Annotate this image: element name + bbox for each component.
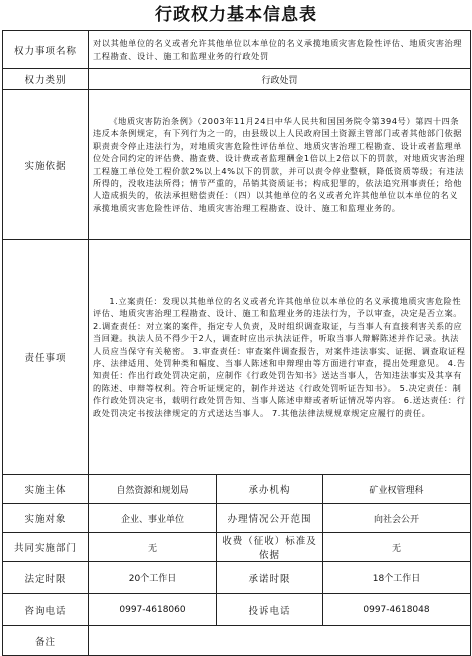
label-disclosure-scope: 办理情况公开范围 — [217, 504, 323, 533]
value-consult-phone: 0997-4618060 — [89, 594, 217, 626]
label-subject: 实施主体 — [3, 475, 89, 504]
label-remark: 备注 — [3, 626, 89, 656]
value-handling-unit: 矿业权管理科 — [323, 475, 471, 504]
label-duty: 责任事项 — [3, 240, 89, 475]
row-remark — [3, 626, 471, 656]
value-duty — [89, 240, 471, 475]
value-power-name: 对以其他单位的名义或者允许其他单位以本单位的名义承揽地质灾害危险性评估、地质灾害治理工程勘查、设计、施工和监理业务的行政处罚 — [89, 31, 471, 69]
label-complaint-phone: 投诉电话 — [217, 594, 323, 626]
value-complaint-phone: 0997-4618048 — [323, 594, 471, 626]
row-duty — [3, 240, 471, 475]
value-disclosure-scope: 向社会公开 — [323, 504, 471, 533]
label-target: 实施对象 — [3, 504, 89, 533]
value-subject: 自然资源和规划局 — [89, 475, 217, 504]
label-basis: 实施依据 — [3, 90, 89, 240]
value-basis — [89, 90, 471, 240]
label-handling-unit: 承办机构 — [217, 475, 323, 504]
value-legal-time-limit: 20个工作日 — [89, 562, 217, 594]
row-time-limit — [3, 562, 471, 594]
value-remark — [89, 626, 471, 656]
label-joint-department: 共同实施部门 — [3, 533, 89, 562]
value-joint-department: 无 — [89, 533, 217, 562]
label-promised-time-limit: 承诺时限 — [217, 562, 323, 594]
duty-text: 1.立案责任：发现以其他单位的名义或者允许其他单位以本单位的名义承揽地质灾害危险性评估、地质灾害治理工程勘查、设计、施工和监理业务的违法行为，予以审查，决定是否立案。 2.调查责任：对立案的案件，指定专人负责，及时组织调查取证，与当事人有直接利害关系的应当回避。执法人员不得少于2人，调查时应出示执法证件，听取当事人辩解陈述并作记录。执法人员应当保守有关秘密。 3.审查责任：审查案件调查报告，对案件违法事实、证据、调查取证程序、法律适用、处罚种类和幅度、当事人陈述和申辩理由等方面进行审查，提出处理意见。 4.告知责任：作出行政处罚决定前，应制作《行政处罚告知书》送达当事人，告知违法事实及其享有的陈述、申辩等权利。符合听证规定的，制作并送达《行政处罚听证告知书》。 5.决定责任：制作行政处罚决定书，载明行政处罚告知、当事人陈述申辩或者听证情况等内容。 6.送达责任：行政处罚决定书按法律规定的方式送达当事人。 7.其他法律法规规章规定应履行的责任。 — [93, 295, 466, 418]
row-basis — [3, 90, 471, 240]
page-title: 行政权力基本信息表 — [155, 5, 317, 25]
basis-text: 《地质灾害防治条例》（2003年11月24日中华人民共和国国务院令第394号）第四十四条违反本条例规定，有下列行为之一的，由县级以上人民政府国土资源主管部门或者其他部门依据职责责令停止违法行为，对地质灾害危险性评估单位、地质灾害治理工程勘查、设计或者监理单位处合同约定的评估费、勘查费、设计费或者监理酬金1倍以上2倍以下的罚款，对地质灾害治理工程施工单位处工程价款2%以上4%以下的罚款，并可以责令停业整顿，降低资质等级；有违法所得的，没收违法所得；情节严重的，吊销其资质证书；构成犯罪的，依法追究刑事责任；给他人造成损失的，依法承担赔偿责任：（四）以其他单位的名义或者允许其他单位以本单位的名义承揽地质灾害危险性评估、地质灾害治理工程勘查、设计、施工和监理业务的。 — [93, 115, 465, 213]
label-power-name: 权力事项名称 — [3, 31, 89, 69]
row-joint — [3, 533, 471, 562]
value-fee-standard: 无 — [323, 533, 471, 562]
row-target — [3, 504, 471, 533]
value-category: 行政处罚 — [89, 69, 471, 90]
value-target: 企业、事业单位 — [89, 504, 217, 533]
info-table — [2, 30, 471, 656]
row-category — [3, 69, 471, 90]
label-category: 权力类别 — [3, 69, 89, 90]
label-consult-phone: 咨询电话 — [3, 594, 89, 626]
row-phone — [3, 594, 471, 626]
row-power-name — [3, 31, 471, 69]
row-subject — [3, 475, 471, 504]
label-legal-time-limit: 法定时限 — [3, 562, 89, 594]
label-fee-standard: 收费（征收）标准及依据 — [217, 533, 323, 562]
value-promised-time-limit: 18个工作日 — [323, 562, 471, 594]
